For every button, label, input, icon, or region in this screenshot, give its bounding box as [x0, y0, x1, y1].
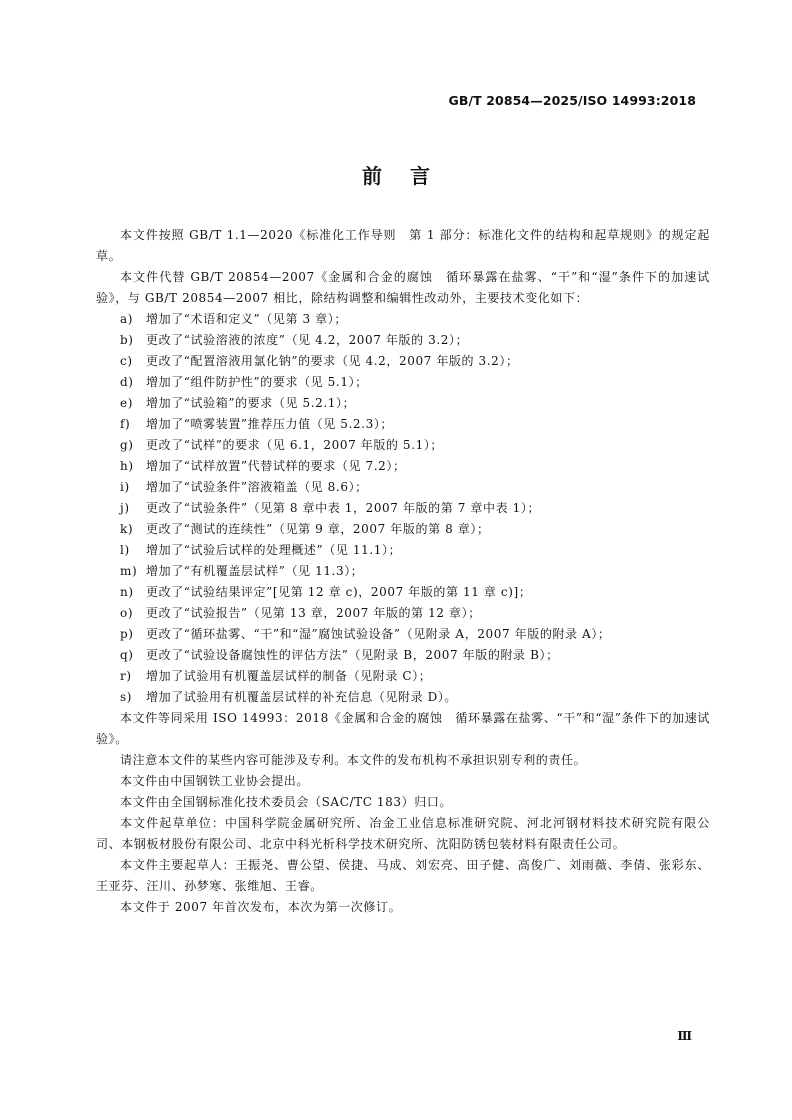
list-item: [120, 540, 710, 561]
list-item-text: 增加了“组件防护性”的要求（见 5.1）；: [146, 375, 368, 389]
paragraph-drafting-rules: 本文件按照 GB/T 1.1—2020《标准化工作导则 第 1 部分：标准化文件的结构和起草规则》的规定起草。: [96, 228, 710, 263]
paragraph-proposer: 本文件由中国钢铁工业协会提出。: [120, 774, 310, 788]
list-item-text: 更改了“试验条件”（见第 8 章中表 1，2007 年版的第 7 章中表 1）；: [146, 501, 541, 515]
paragraph-technical-committee: 本文件由全国钢标准化技术委员会（SAC/TC 183）归口。: [120, 795, 453, 809]
list-item-marker: q): [120, 648, 134, 662]
list-item-marker: i): [120, 480, 130, 494]
list-item: [120, 393, 710, 414]
list-item-marker: e): [120, 396, 133, 410]
list-item: [120, 351, 710, 372]
list-item-text: 增加了“试验箱”的要求（见 5.2.1）；: [146, 396, 356, 410]
list-item: [120, 435, 710, 456]
list-item-marker: m): [120, 564, 138, 578]
list-item-marker: d): [120, 375, 134, 389]
list-item-text: 更改了“试验结果评定”[见第 12 章 c)，2007 年版的第 11 章 c)]；: [146, 585, 532, 599]
list-item-text: 更改了“试验报告”（见第 13 章，2007 年版的第 12 章）；: [146, 606, 481, 620]
page-title: 前言: [362, 164, 458, 188]
preface-body: [96, 225, 710, 918]
standard-code-header: GB/T 20854—2025/ISO 14993:2018: [448, 93, 696, 108]
technical-changes-list: [96, 309, 710, 708]
list-item-marker: l): [120, 543, 130, 557]
paragraph-iso-adoption: 本文件等同采用 ISO 14993：2018《金属和合金的腐蚀 循环暴露在盐雾、“干”和“湿”条件下的加速试验》。: [96, 711, 710, 746]
list-item-text: 更改了“配置溶液用氯化钠”的要求（见 4.2，2007 年版的 3.2）；: [146, 354, 519, 368]
list-item: [120, 645, 710, 666]
list-item-marker: f): [120, 417, 131, 431]
list-item-marker: c): [120, 354, 133, 368]
list-item-text: 增加了“试验条件”溶液箱盖（见 8.6）；: [146, 480, 368, 494]
paragraph-replacement: 本文件代替 GB/T 20854—2007《金属和合金的腐蚀 循环暴露在盐雾、“干”和“湿”条件下的加速试验》，与 GB/T 20854—2007 相比，除结构调整和编辑性改动外，主要技术变化如下：: [96, 270, 710, 305]
page-number: Ⅲ: [677, 1029, 692, 1043]
list-item-text: 增加了“术语和定义”（见第 3 章）；: [146, 312, 347, 326]
list-item: [120, 414, 710, 435]
list-item: [120, 561, 710, 582]
list-item-text: 更改了“试验溶液的浓度”（见 4.2，2007 年版的 3.2）；: [146, 333, 469, 347]
list-item-marker: j): [120, 501, 130, 515]
list-item: [120, 687, 710, 708]
list-item-text: 更改了“试验设备腐蚀性的评估方法”（见附录 B，2007 年版的附录 B）；: [146, 648, 559, 662]
list-item: [120, 456, 710, 477]
list-item: [120, 330, 710, 351]
list-item: [120, 372, 710, 393]
list-item: [120, 624, 710, 645]
list-item-text: 增加了“试样放置”代替试样的要求（见 7.2）；: [146, 459, 406, 473]
paragraph-publication-history: 本文件于 2007 年首次发布，本次为第一次修订。: [120, 900, 402, 914]
list-item-marker: n): [120, 585, 134, 599]
list-item-text: 更改了“测试的连续性”（见第 9 章，2007 年版的第 8 章）；: [146, 522, 490, 536]
paragraph-patent-notice: 请注意本文件的某些内容可能涉及专利。本文件的发布机构不承担识别专利的责任。: [120, 753, 587, 767]
list-item-text: 增加了“试验后试样的处理概述”（见 11.1）；: [146, 543, 402, 557]
list-item: [120, 519, 710, 540]
list-item-text: 增加了试验用有机覆盖层试样的制备（见附录 C）；: [146, 669, 432, 683]
list-item: [120, 498, 710, 519]
list-item: [120, 603, 710, 624]
list-item-text: 更改了“循环盐雾、“干”和“湿”腐蚀试验设备”（见附录 A，2007 年版的附录 A）；: [146, 627, 611, 641]
list-item-marker: r): [120, 669, 132, 683]
list-item-marker: b): [120, 333, 134, 347]
list-item-marker: g): [120, 438, 134, 452]
list-item: [120, 582, 710, 603]
paragraph-drafters: 本文件主要起草人：王振尧、曹公望、侯捷、马成、刘宏亮、田子健、高俊广、刘雨薇、李倩、张彩东、王亚芬、汪川、孙梦寒、张维旭、王睿。: [96, 858, 710, 893]
list-item-marker: p): [120, 627, 134, 641]
list-item: [120, 309, 710, 330]
list-item-text: 增加了试验用有机覆盖层试样的补充信息（见附录 D）。: [146, 690, 458, 704]
list-item: [120, 477, 710, 498]
list-item-marker: h): [120, 459, 134, 473]
list-item-text: 增加了“有机覆盖层试样”（见 11.3）；: [146, 564, 364, 578]
list-item-marker: s): [120, 690, 133, 704]
list-item-marker: o): [120, 606, 134, 620]
list-item-marker: a): [120, 312, 134, 326]
list-item-text: 增加了“喷雾装置”推荐压力值（见 5.2.3）；: [146, 417, 394, 431]
paragraph-drafting-organizations: 本文件起草单位：中国科学院金属研究所、冶金工业信息标准研究院、河北河钢材料技术研究院有限公司、本钢板材股份有限公司、北京中科光析科学技术研究所、沈阳防锈包装材料有限责任公司。: [96, 816, 710, 851]
list-item-text: 更改了“试样”的要求（见 6.1，2007 年版的 5.1）；: [146, 438, 444, 452]
list-item: [120, 666, 710, 687]
list-item-marker: k): [120, 522, 134, 536]
